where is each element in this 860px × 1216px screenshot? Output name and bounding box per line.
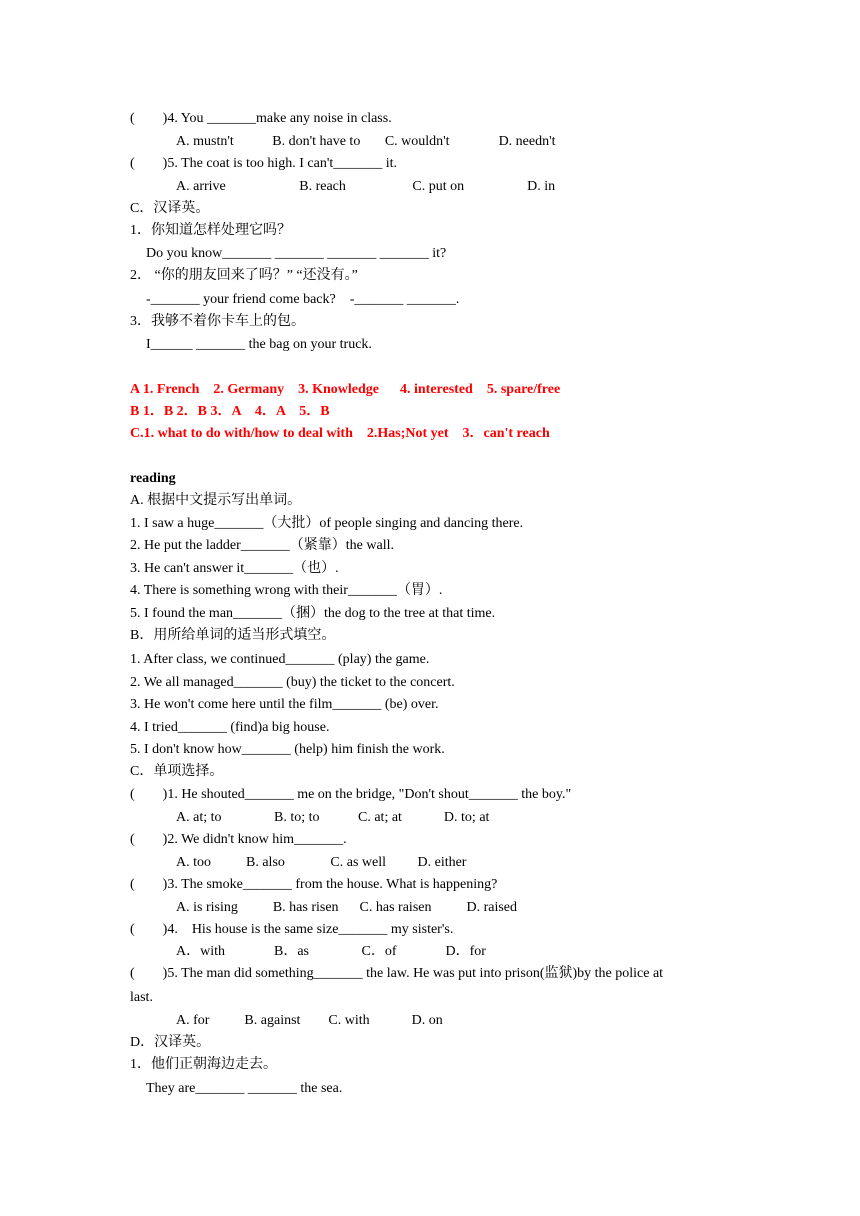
word-1: 1. I saw a huge_______（大批）of people singing and dancing there. [130,516,524,531]
choice-3-options: A. is rising B. has risen C. has raisen D. raised [176,900,518,915]
fill-2: 2. We all managed_______ (buy) the ticket to the concert. [130,675,455,690]
choice-4-options: A．with B．as C．of D．for [176,944,486,959]
translate-d1-chinese: 1．他们正朝海边走去。 [130,1057,277,1072]
question-5-options: A. arrive B. reach C. put on D. in [176,179,556,194]
question-5-stem: ( )5. The coat is too high. I can't_______ it. [130,156,398,171]
translate-1-english: Do you know_______ _______ _______ _______ it? [146,246,447,261]
reading-heading: reading [130,471,176,486]
section-c2-heading: C．单项选择。 [130,764,224,779]
answer-key-a: A 1. French 2. Germany 3. Knowledge 4. interested 5. spare/free [130,382,561,397]
word-4: 4. There is something wrong with their_______（胃）. [130,583,443,598]
choice-5-stem-cont: last. [130,990,153,1005]
word-3: 3. He can't answer it_______（也）. [130,561,339,576]
question-4-options: A. mustn't B. don't have to C. wouldn't D. needn't [176,134,556,149]
fill-1: 1. After class, we continued_______ (play) the game. [130,652,430,667]
section-c-heading: C．汉译英。 [130,201,210,216]
answer-key-b: B 1．B 2．B 3．A 4．A 5．B [130,404,330,419]
fill-5: 5. I don't know how_______ (help) him finish the work. [130,742,445,757]
word-5: 5. I found the man_______（捆）the dog to the tree at that time. [130,606,496,621]
translate-2-chinese: 2． “你的朋友回来了吗？” “还没有。” [130,268,358,283]
choice-1-options: A. at; to B. to; to C. at; at D. to; at [176,810,490,825]
answer-key-c: C.1. what to do with/how to deal with 2.Has;Not yet 3．can't reach [130,426,550,441]
translate-3-chinese: 3．我够不着你卡车上的包。 [130,314,305,329]
choice-5-stem: ( )5. The man did something_______ the law. He was put into prison(监狱)by the police at [130,966,664,981]
choice-4-stem: ( )4. His house is the same size_______ my sister's. [130,922,454,937]
choice-5-options: A. for B. against C. with D. on [176,1013,443,1028]
translate-d1-english: They are_______ _______ the sea. [146,1081,343,1096]
choice-2-options: A. too B. also C. as well D. either [176,855,467,870]
translate-3-english: I______ _______ the bag on your truck. [146,337,372,352]
fill-4: 4. I tried_______ (find)a big house. [130,720,330,735]
section-a-heading: A. 根据中文提示写出单词。 [130,493,302,508]
translate-2-english: -_______ your friend come back? -_______ _______. [146,292,460,307]
fill-3: 3. He won't come here until the film_______ (be) over. [130,697,439,712]
word-2: 2. He put the ladder_______（紧靠）the wall. [130,538,395,553]
section-b-heading: B．用所给单词的适当形式填空。 [130,628,336,643]
section-d-heading: D．汉译英。 [130,1035,211,1050]
choice-2-stem: ( )2. We didn't know him_______. [130,832,347,847]
translate-1-chinese: 1．你知道怎样处理它吗？ [130,223,291,238]
choice-1-stem: ( )1. He shouted_______ me on the bridge, "Don't shout_______ the boy." [130,787,572,802]
choice-3-stem: ( )3. The smoke_______ from the house. What is happening? [130,877,498,892]
question-4-stem: ( )4. You _______make any noise in class. [130,111,392,126]
